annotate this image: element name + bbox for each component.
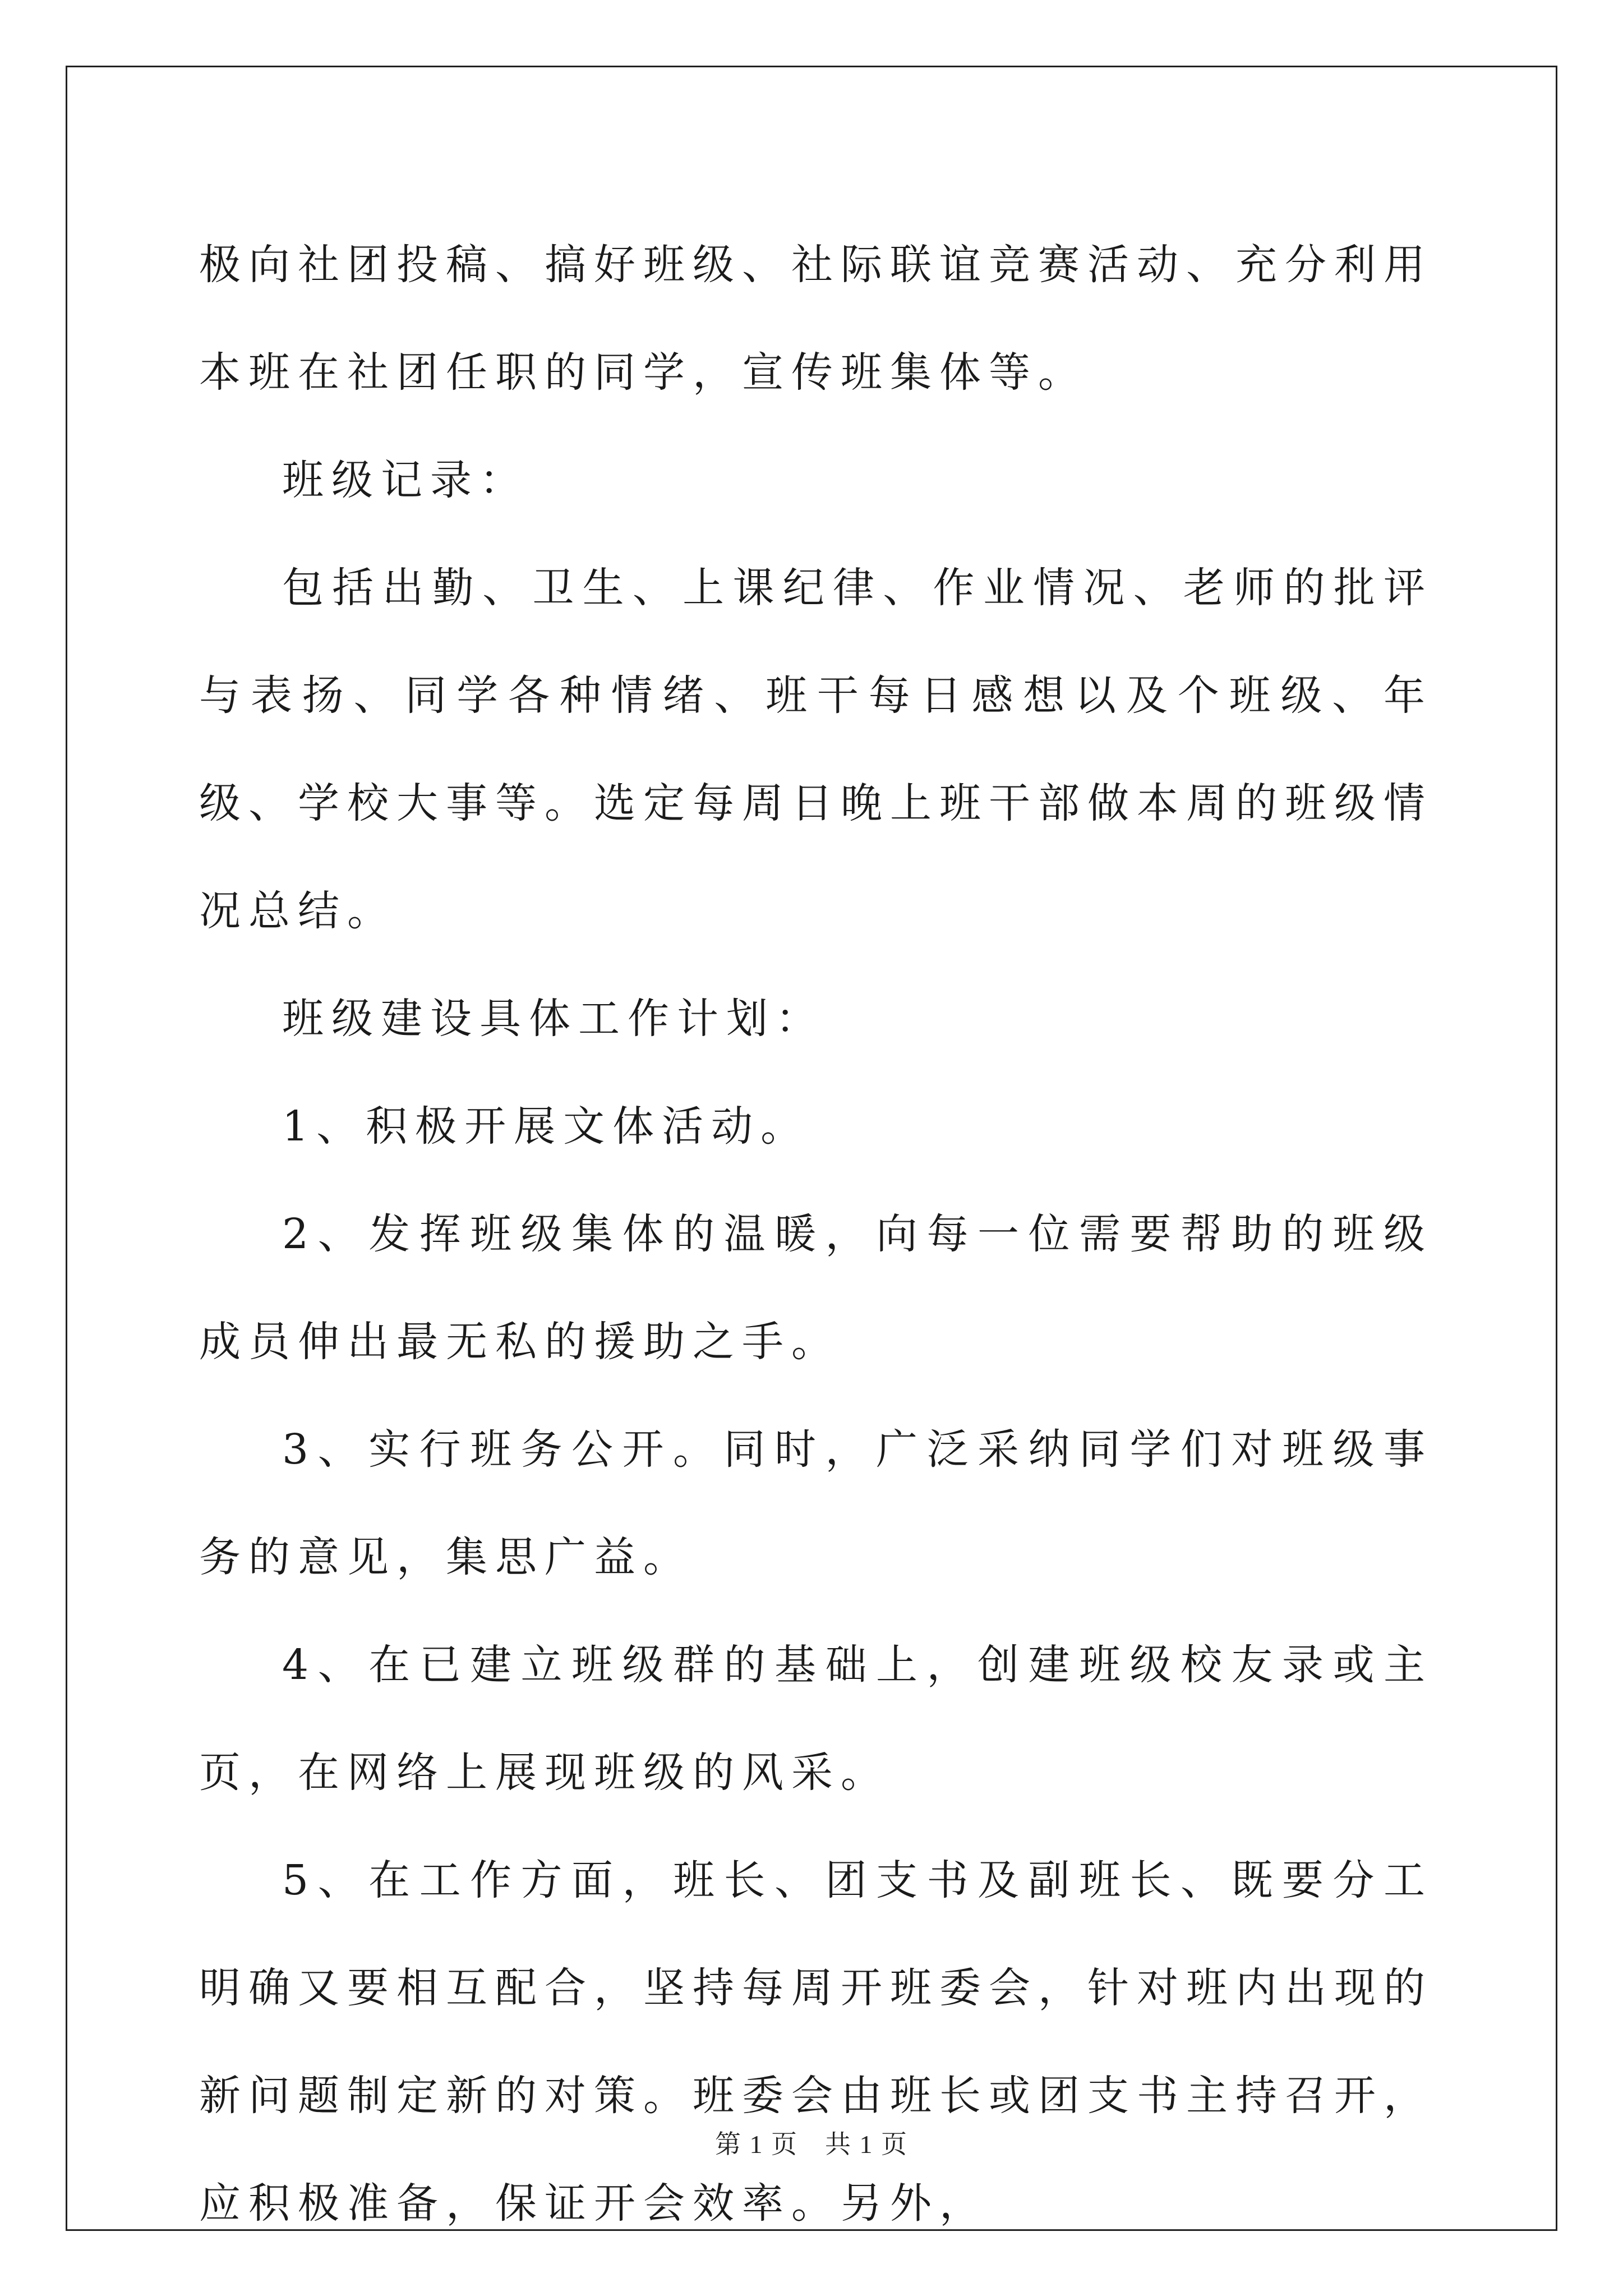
paragraph: 包括出勤、卫生、上课纪律、作业情况、老师的批评与表扬、同学各种情绪、班干每日感想以及个班级、年级、学校大事等。选定每周日晚上班干部做本周的班级情况总结。	[199, 564, 1433, 935]
list-item: 2、发挥班级集体的温暖，向每一位需要帮助的班级成员伸出最无私的援助之手。	[199, 1210, 1433, 1366]
list-item: 1、积极开展文体活动。	[282, 1102, 810, 1151]
paragraph: 极向社团投稿、搞好班级、社际联谊竞赛活动、充分利用本班在社团任职的同学，宣传班集体等。	[199, 241, 1433, 397]
list-item: 3、实行班务公开。同时，广泛采纳同学们对班级事务的意见，集思广益。	[199, 1425, 1433, 1581]
section-heading: 班级记录：	[282, 456, 529, 504]
list-item: 4、在已建立班级群的基础上，创建班级校友录或主页，在网络上展现班级的风采。	[199, 1641, 1433, 1797]
section-heading: 班级建设具体工作计划：	[282, 995, 825, 1043]
page-number-footer: 第 1 页 共 1 页	[715, 2130, 908, 2159]
document-body	[199, 211, 1433, 2257]
list-item: 5、在工作方面，班长、团支书及副班长、既要分工明确又要相互配合，坚持每周开班委会，针对班内出现的新问题制定新的对策。班委会由班长或团支书主持召开，应积极准备，保证开会效率。另外，	[199, 1856, 1433, 2228]
